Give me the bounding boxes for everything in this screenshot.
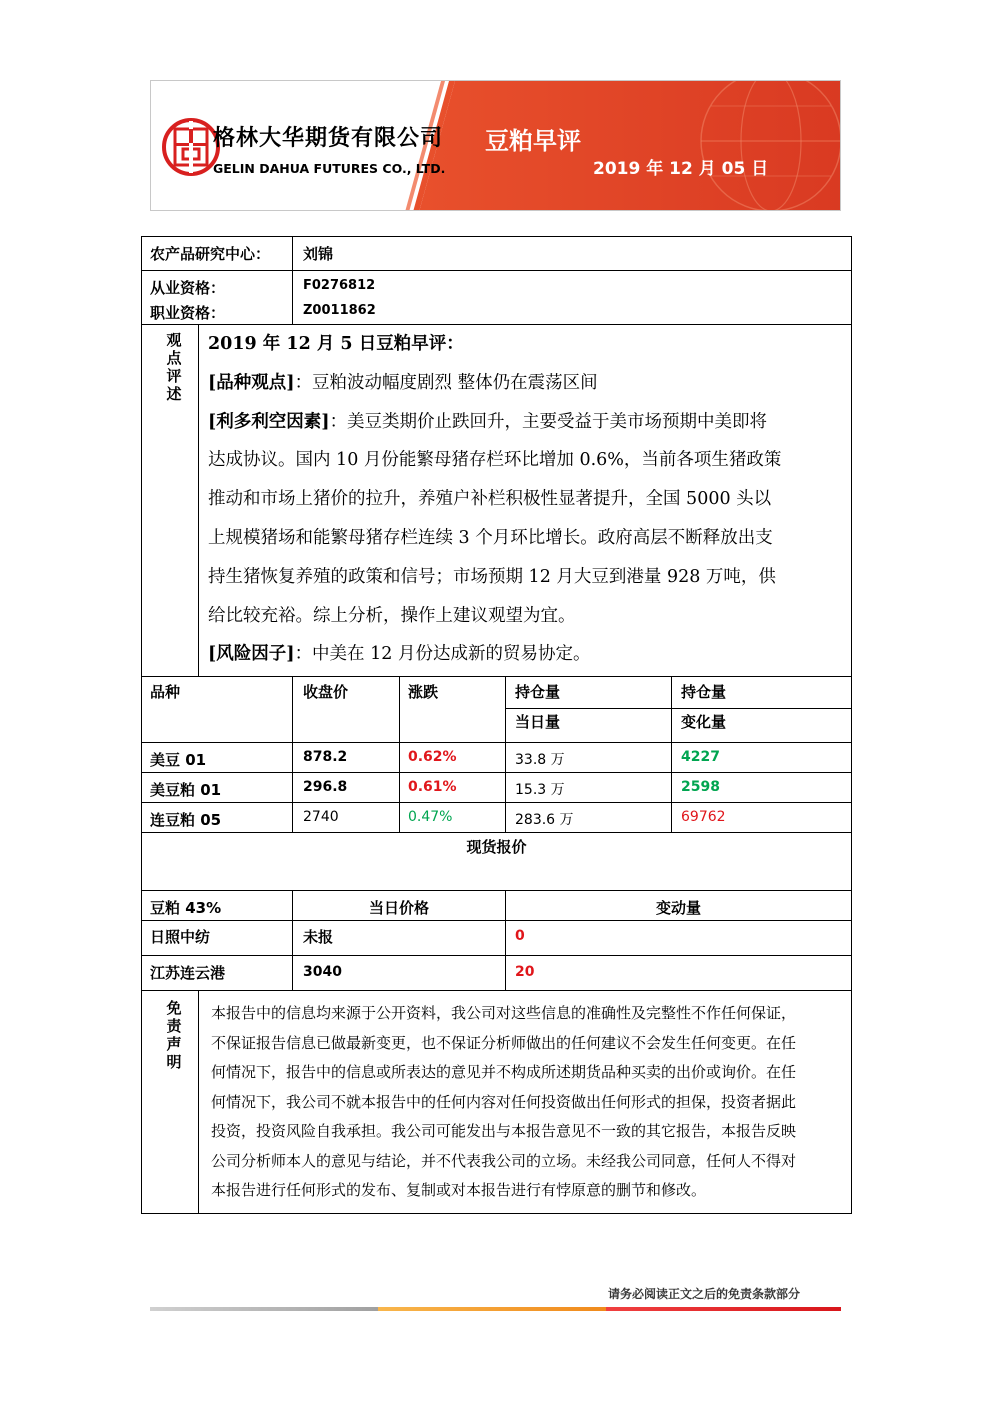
change-value: 0.62% <box>408 749 457 765</box>
close-price: 296.8 <box>303 779 348 795</box>
report-header <box>150 80 841 211</box>
footer-bar-gray <box>150 1307 378 1311</box>
table-row <box>142 803 851 833</box>
company-name-cn: 格林大华期货有限公司 <box>213 126 444 151</box>
view-title: 2019 年 12 月 5 日豆粕早评： <box>208 334 464 354</box>
variety-view <box>208 364 781 403</box>
cert2-value: Z0011862 <box>303 303 376 318</box>
spot-price: 未报 <box>303 928 334 946</box>
col-change: 涨跌 <box>408 683 439 701</box>
spot-header-row <box>142 891 851 921</box>
center-label: 农产品研究中心： <box>150 245 271 263</box>
report-date: 2019 年 12 月 05 日 <box>593 159 769 179</box>
factor-tag: [利多利空因素] <box>208 411 330 432</box>
view-side-label: 观 点 评 述 <box>166 331 182 403</box>
risk-tag: [风险因子] <box>208 644 295 665</box>
factor-line-2: 达成协议。国内 10 月份能繁母猪存栏环比增加 0.6%，当前各项生猪政策 <box>208 450 782 471</box>
close-price: 2740 <box>303 809 339 825</box>
factor-line-5: 持生猪恢复养殖的政策和信号；市场预期 12 月大豆到港量 928 万吨，供 <box>208 566 776 587</box>
cert1-label: 从业资格： <box>150 279 226 297</box>
disclaimer-section <box>142 991 851 1213</box>
cert1-value: F0276812 <box>303 278 376 293</box>
spot-col-name: 豆粕 43% <box>150 899 222 917</box>
spot-col-change: 变动量 <box>655 899 701 917</box>
futures-header-row <box>142 677 851 743</box>
variety-text: ：豆粕波动幅度剧烈 整体仍在震荡区间 <box>294 372 598 393</box>
oi-value: 15.3 万 <box>515 782 565 798</box>
footer-bar-red <box>606 1307 841 1311</box>
disclaimer-text: 本报告中的信息均来源于公开资料，我公司对这些信息的准确性及完整性不作任何保证， 不保证报告信息已做最新变更，也不保证分析师做出的任何建议不会发生任何变更。在任 何情况下，报告中的信息或所表达的意见并不构成所述期货品种买卖的出价或询价。在任 何情况下，我公司不就本报告中的任何内容对任何投资做出任何形式的担保，投资者据此 投资，投资风险自我承担。我公司可能发出与本报告意见不一致的其它报告，本报告反映 公司分析师本人的意见与结论，并不代表我公司的立场。未经我公司同意，任何人不得对 本报告进行任何形式的发布、复制或对本报告进行有悖原意的删节和修改。 <box>211 1004 797 1199</box>
close-price: 878.2 <box>303 749 348 765</box>
spot-title: 现货报价 <box>466 838 527 856</box>
col-variety: 品种 <box>150 683 181 701</box>
oi-change-value: 4227 <box>681 749 720 765</box>
view-section <box>142 325 851 677</box>
factor-line-3: 推动和市场上猪价的拉升，养殖户补栏积极性显著提升，全国 5000 头以 <box>208 489 772 510</box>
change-value: 0.47% <box>408 809 453 825</box>
spot-price: 3040 <box>303 964 342 980</box>
col-oichg-top: 持仓量 <box>681 683 727 701</box>
col-oi-top: 持仓量 <box>515 683 561 701</box>
col-close: 收盘价 <box>303 683 349 701</box>
oi-change-value: 2598 <box>681 779 720 795</box>
report-title: 豆粕早评 <box>485 127 581 155</box>
variety-name: 美豆粕 01 <box>150 781 222 799</box>
variety-name: 连豆粕 05 <box>150 811 222 829</box>
company-name-en: GELIN DAHUA FUTURES CO., LTD. <box>213 161 446 176</box>
spot-change: 0 <box>515 928 525 944</box>
oi-value: 283.6 万 <box>515 812 574 828</box>
certification-row <box>142 271 851 325</box>
col-oichg-bottom: 变化量 <box>681 713 727 731</box>
table-row <box>142 773 851 803</box>
oi-change-value: 69762 <box>681 809 726 825</box>
factor-line-4: 上规模猪场和能繁母猪存栏连续 3 个月环比增长。政府高层不断释放出支 <box>208 527 773 548</box>
spot-name: 日照中纺 <box>150 928 211 946</box>
col-oi-bottom: 当日量 <box>515 713 561 731</box>
analyst-row <box>142 237 851 271</box>
risk-text: ：中美在 12 月份达成新的贸易协定。 <box>294 644 591 665</box>
table-row <box>142 743 851 773</box>
view-content <box>208 325 781 674</box>
table-row <box>142 956 851 991</box>
risk-line <box>208 635 781 674</box>
oi-value: 33.8 万 <box>515 752 565 768</box>
disclaimer-side-label: 免 责 声 明 <box>166 999 182 1071</box>
factor-line-1: [利多利空因素]：美豆类期价止跌回升，主要受益于美市场预期中美即将 <box>208 411 768 432</box>
footer-note: 请务必阅读正文之后的免责条款部分 <box>608 1287 801 1301</box>
spot-title-row <box>142 833 851 891</box>
report-table <box>141 236 852 1214</box>
spot-col-price: 当日价格 <box>368 899 429 917</box>
change-value: 0.61% <box>408 779 457 795</box>
variety-name: 美豆 01 <box>150 751 207 769</box>
spot-name: 江苏连云港 <box>150 964 226 982</box>
table-row <box>142 921 851 956</box>
company-seal-icon <box>161 117 221 177</box>
spot-change: 20 <box>515 964 535 980</box>
analyst-name: 刘锦 <box>303 245 334 263</box>
factor-line-6: 给比较充裕。综上分析，操作上建议观望为宜。 <box>208 605 576 626</box>
variety-tag: [品种观点] <box>208 372 295 393</box>
footer-bar-orange <box>378 1307 606 1311</box>
cert2-label: 职业资格： <box>150 304 226 322</box>
